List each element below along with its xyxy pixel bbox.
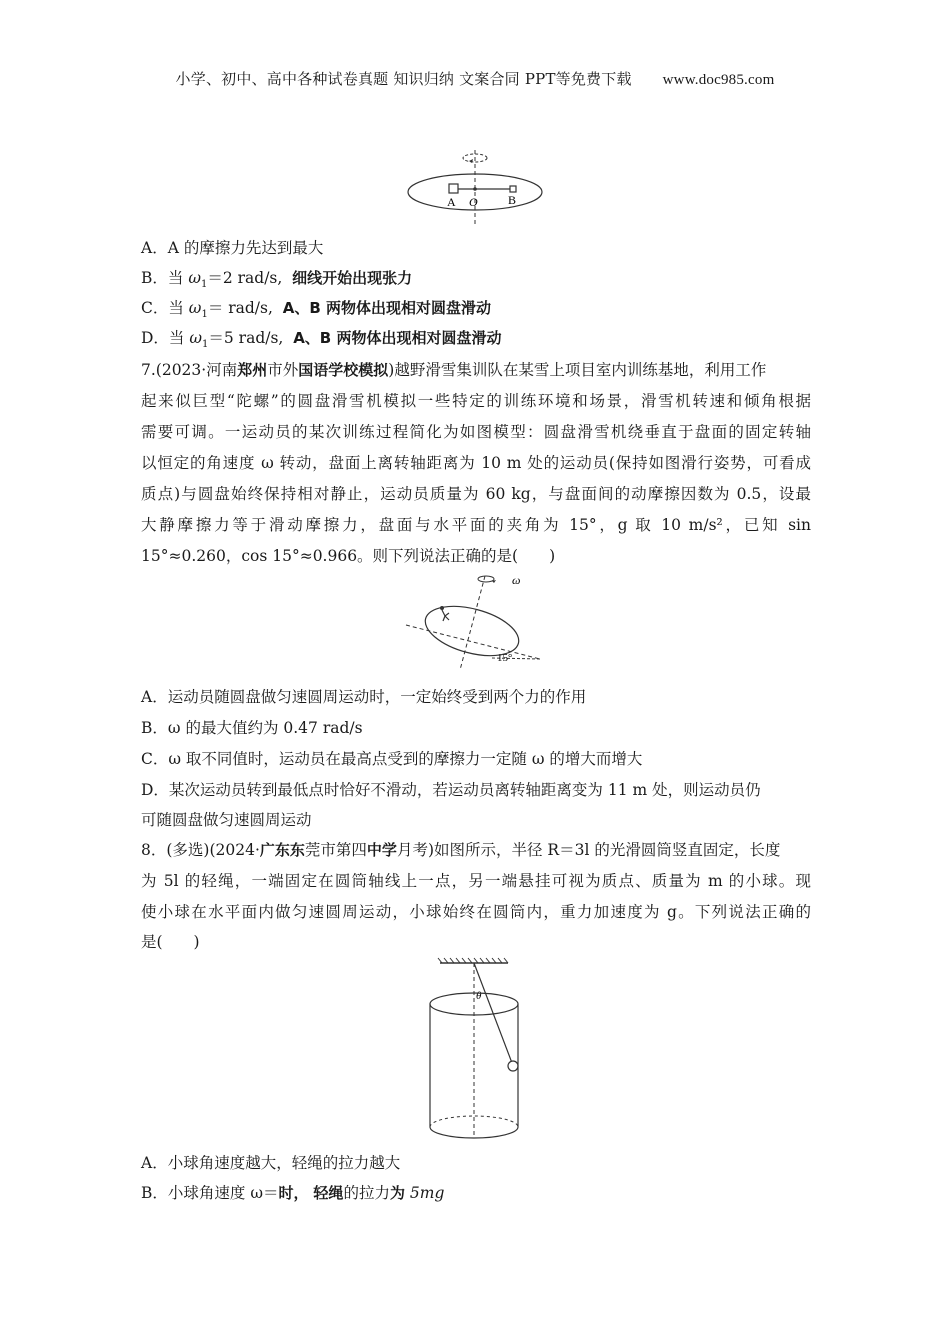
q7-option-d-line-2[interactable]: 可随圆盘做匀速圆周运动 xyxy=(141,811,312,829)
omega-label: ω xyxy=(512,573,521,587)
q6-option-a[interactable] xyxy=(141,238,811,258)
q8-b-f: 5mg xyxy=(404,1184,445,1202)
angle-label: 15° xyxy=(497,652,513,664)
q6-option-c[interactable] xyxy=(141,298,811,325)
q8-line-1 xyxy=(141,840,811,860)
q6-b-prefix: B．当 xyxy=(141,269,189,287)
q8-line-2: 为 5l 的轻绳，一端固定在圆筒轴线上一点，另一端悬挂可视为质点、质量为 m 的小球。现 xyxy=(141,872,811,890)
q8-line-3: 使小球在水平面内做匀速圆周运动，小球始终在圆筒内，重力加速度为 g。下列说法正确的 xyxy=(141,903,811,921)
label-a: A xyxy=(447,195,456,209)
q8-l1-b: 广东东 xyxy=(259,841,305,859)
q7-l1-a: 7.(2023·河南 xyxy=(141,361,238,379)
q8-line-4: 是( ) xyxy=(141,933,200,951)
label-b: B xyxy=(508,193,517,207)
q8-b-d: 的拉力 xyxy=(343,1184,390,1202)
disk-figure xyxy=(400,148,550,228)
q7-option-b[interactable]: B．ω 的最大值约为 0.47 rad/s xyxy=(141,719,363,737)
q7-line-7: 15°≈0.260，cos 15°≈0.966。则下列说法正确的是( ) xyxy=(141,547,556,565)
label-o: O xyxy=(469,195,478,209)
q8-l1-a: 8．(多选)(2024· xyxy=(141,841,260,859)
q8-l1-e: 月考)如图所示，半径 R＝3l 的光滑圆筒竖直固定，长度 xyxy=(396,841,781,859)
theta-label: θ xyxy=(476,990,482,1002)
q6-d-prefix: D．当 xyxy=(141,329,190,347)
header-url[interactable]: www.doc985.com xyxy=(662,72,775,88)
omega-symbol: ω xyxy=(188,299,202,317)
q7-line-6: 大静摩擦力等于滑动摩擦力，盘面与水平面的夹角为 15°，g 取 10 m/s²，已知 sin xyxy=(141,516,811,534)
q6-option-b[interactable] xyxy=(141,268,811,295)
q8-b-a: B．小球角速度 ω＝ xyxy=(141,1184,279,1202)
q7-option-d-line-1[interactable]: D．某次运动员转到最低点时恰好不滑动，若运动员离转轴距离变为 11 m 处，则运动员仍 xyxy=(141,781,761,799)
omega-symbol: ω xyxy=(189,329,202,347)
subscript: 1 xyxy=(200,279,208,291)
subscript: 1 xyxy=(201,309,208,321)
q6-d-bold: A、B 两物体出现相对圆盘滑动 xyxy=(293,329,502,347)
q8-option-b[interactable] xyxy=(141,1183,811,1203)
q7-l1-c: 市外 xyxy=(267,361,299,379)
q6-d-value: ＝5 rad/s, xyxy=(208,329,284,347)
q6-b-value: ＝2 rad/s, xyxy=(207,269,283,287)
q6-option-a-text: A．A 的摩擦力先达到最大 xyxy=(141,239,324,257)
subscript: 1 xyxy=(202,339,209,351)
q7-line-3: 需要可调。一运动员的某次训练过程简化为如图模型：圆盘滑雪机绕垂直于盘面的固定转轴 xyxy=(141,423,811,441)
q7-line-5: 质点)与圆盘始终保持相对静止，运动员质量为 60 kg，与盘面间的动摩擦因数为 0.5，设最 xyxy=(141,485,811,503)
q6-b-bold: 细线开始出现张力 xyxy=(292,269,413,287)
q7-l1-e: )越野滑雪集训队在某雪上项目室内训练基地，利用工作 xyxy=(388,361,767,379)
q8-b-e: 为 xyxy=(389,1184,405,1202)
header-text: 小学、初中、高中各种试卷真题 知识归纳 文案合同 PPT等免费下载 xyxy=(175,70,632,88)
omega-symbol: ω xyxy=(188,269,201,287)
tilted-disk-figure xyxy=(400,568,550,673)
q6-c-prefix: C．当 xyxy=(141,299,189,317)
q8-l1-c: 莞市第四 xyxy=(304,841,367,859)
q7-l1-b: 郑州 xyxy=(237,361,268,379)
page-header xyxy=(0,68,950,89)
cylinder-figure xyxy=(420,955,530,1145)
q7-line-1 xyxy=(141,360,811,380)
q7-line-4: 以恒定的角速度 ω 转动，盘面上离转轴距离为 10 m 处的运动员(保持如图滑行姿势，可看成 xyxy=(141,454,811,472)
q8-option-a[interactable]: A．小球角速度越大，轻绳的拉力越大 xyxy=(141,1154,401,1172)
q8-l1-d: 中学 xyxy=(366,841,397,859)
q7-option-a[interactable]: A．运动员随圆盘做匀速圆周运动时，一定始终受到两个力的作用 xyxy=(141,688,587,706)
q6-option-d[interactable] xyxy=(141,328,811,355)
q7-line-2: 起来似巨型“陀螺”的圆盘滑雪机模拟一些特定的训练环境和场景，滑雪机转速和倾角根据 xyxy=(141,392,811,410)
q7-l1-d: 国语学校模拟 xyxy=(298,361,389,379)
q6-c-bold: A、B 两物体出现相对圆盘滑动 xyxy=(282,299,492,317)
q6-c-value: ＝ rad/s, xyxy=(207,299,273,317)
q7-option-c[interactable]: C．ω 取不同值时，运动员在最高点受到的摩擦力一定随 ω 的增大而增大 xyxy=(141,750,643,768)
q8-b-b: 时， xyxy=(278,1184,309,1202)
q8-b-c: 轻绳 xyxy=(313,1184,344,1202)
